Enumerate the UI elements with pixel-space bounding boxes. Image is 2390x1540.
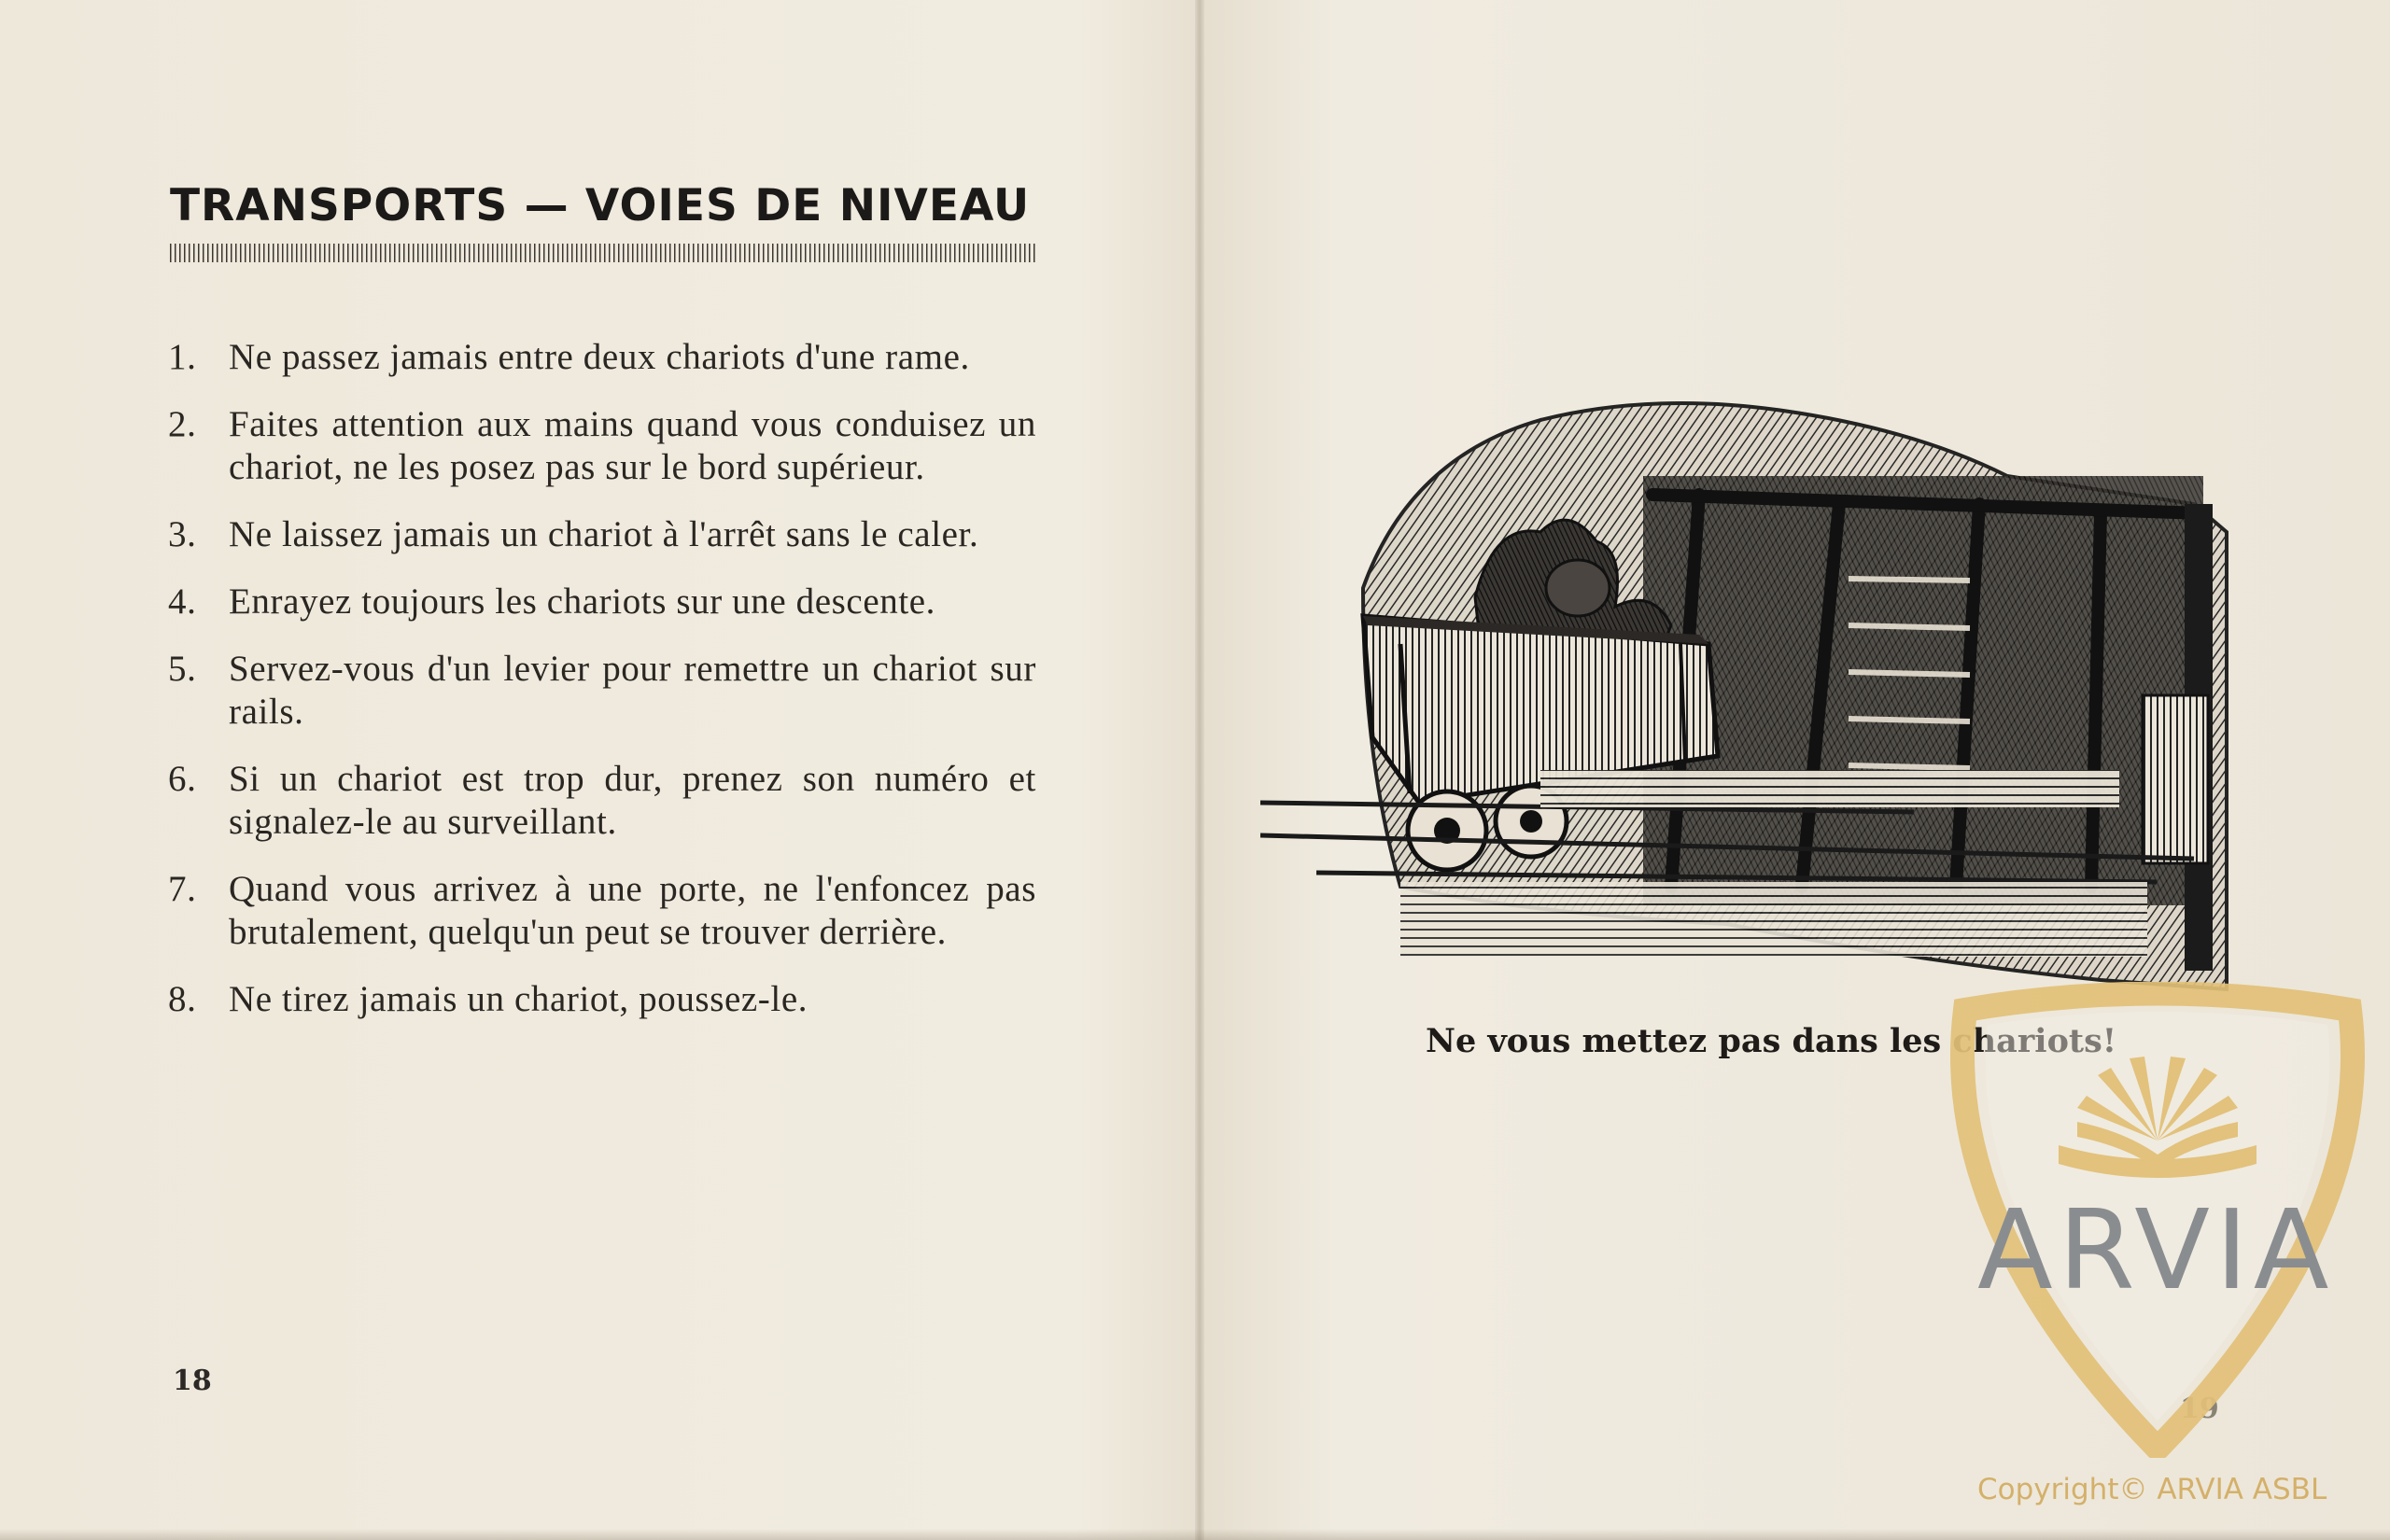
safety-rules-list bbox=[168, 336, 1036, 1045]
rule-item bbox=[168, 336, 1036, 379]
book-gutter bbox=[1195, 0, 1204, 1540]
page-number-right: 19 bbox=[2180, 1393, 2219, 1425]
rule-text: Ne tirez jamais un chariot, poussez-le. bbox=[229, 979, 808, 1019]
rule-number: 4. bbox=[168, 581, 197, 622]
page-number-left: 18 bbox=[173, 1365, 212, 1397]
title-underline bbox=[170, 244, 1036, 262]
rule-text: Ne passez jamais entre deux chariots d'une rame. bbox=[229, 337, 970, 377]
rule-item bbox=[168, 581, 1036, 623]
copyright-notice: Copyright© ARVIA ASBL bbox=[1977, 1473, 2327, 1506]
rule-number: 6. bbox=[168, 759, 197, 799]
rule-number: 2. bbox=[168, 404, 197, 444]
rule-item bbox=[168, 513, 1036, 556]
rule-text: Quand vous arrivez à une porte, ne l'enfoncez pas brutalement, quelqu'un peut se trouver derrière. bbox=[229, 869, 1036, 952]
rule-text: Faites attention aux mains quand vous conduisez un chariot, ne les posez pas sur le bord supérieur. bbox=[229, 404, 1036, 487]
rule-number: 1. bbox=[168, 337, 197, 377]
rule-number: 3. bbox=[168, 514, 197, 554]
mine-cart-illustration bbox=[1260, 364, 2231, 994]
rule-number: 5. bbox=[168, 649, 197, 689]
rule-item bbox=[168, 978, 1036, 1021]
rule-text: Enrayez toujours les chariots sur une descente. bbox=[229, 581, 936, 622]
rule-text: Servez-vous d'un levier pour remettre un chariot sur rails. bbox=[229, 649, 1036, 732]
rule-number: 8. bbox=[168, 979, 197, 1019]
rule-item bbox=[168, 648, 1036, 734]
page-title: TRANSPORTS — VOIES DE NIVEAU bbox=[170, 180, 1031, 231]
rule-item bbox=[168, 758, 1036, 844]
page-bottom-edge bbox=[0, 1529, 2390, 1540]
rule-number: 7. bbox=[168, 869, 197, 909]
rule-item bbox=[168, 868, 1036, 954]
illustration-caption: Ne vous mettez pas dans les chariots! bbox=[1426, 1022, 2117, 1060]
rule-item bbox=[168, 403, 1036, 489]
rule-text: Si un chariot est trop dur, prenez son numéro et signalez-le au surveillant. bbox=[229, 759, 1036, 842]
watermark-brand: ARVIA bbox=[1977, 1185, 2335, 1314]
rule-text: Ne laissez jamais un chariot à l'arrêt sans le caler. bbox=[229, 514, 979, 554]
